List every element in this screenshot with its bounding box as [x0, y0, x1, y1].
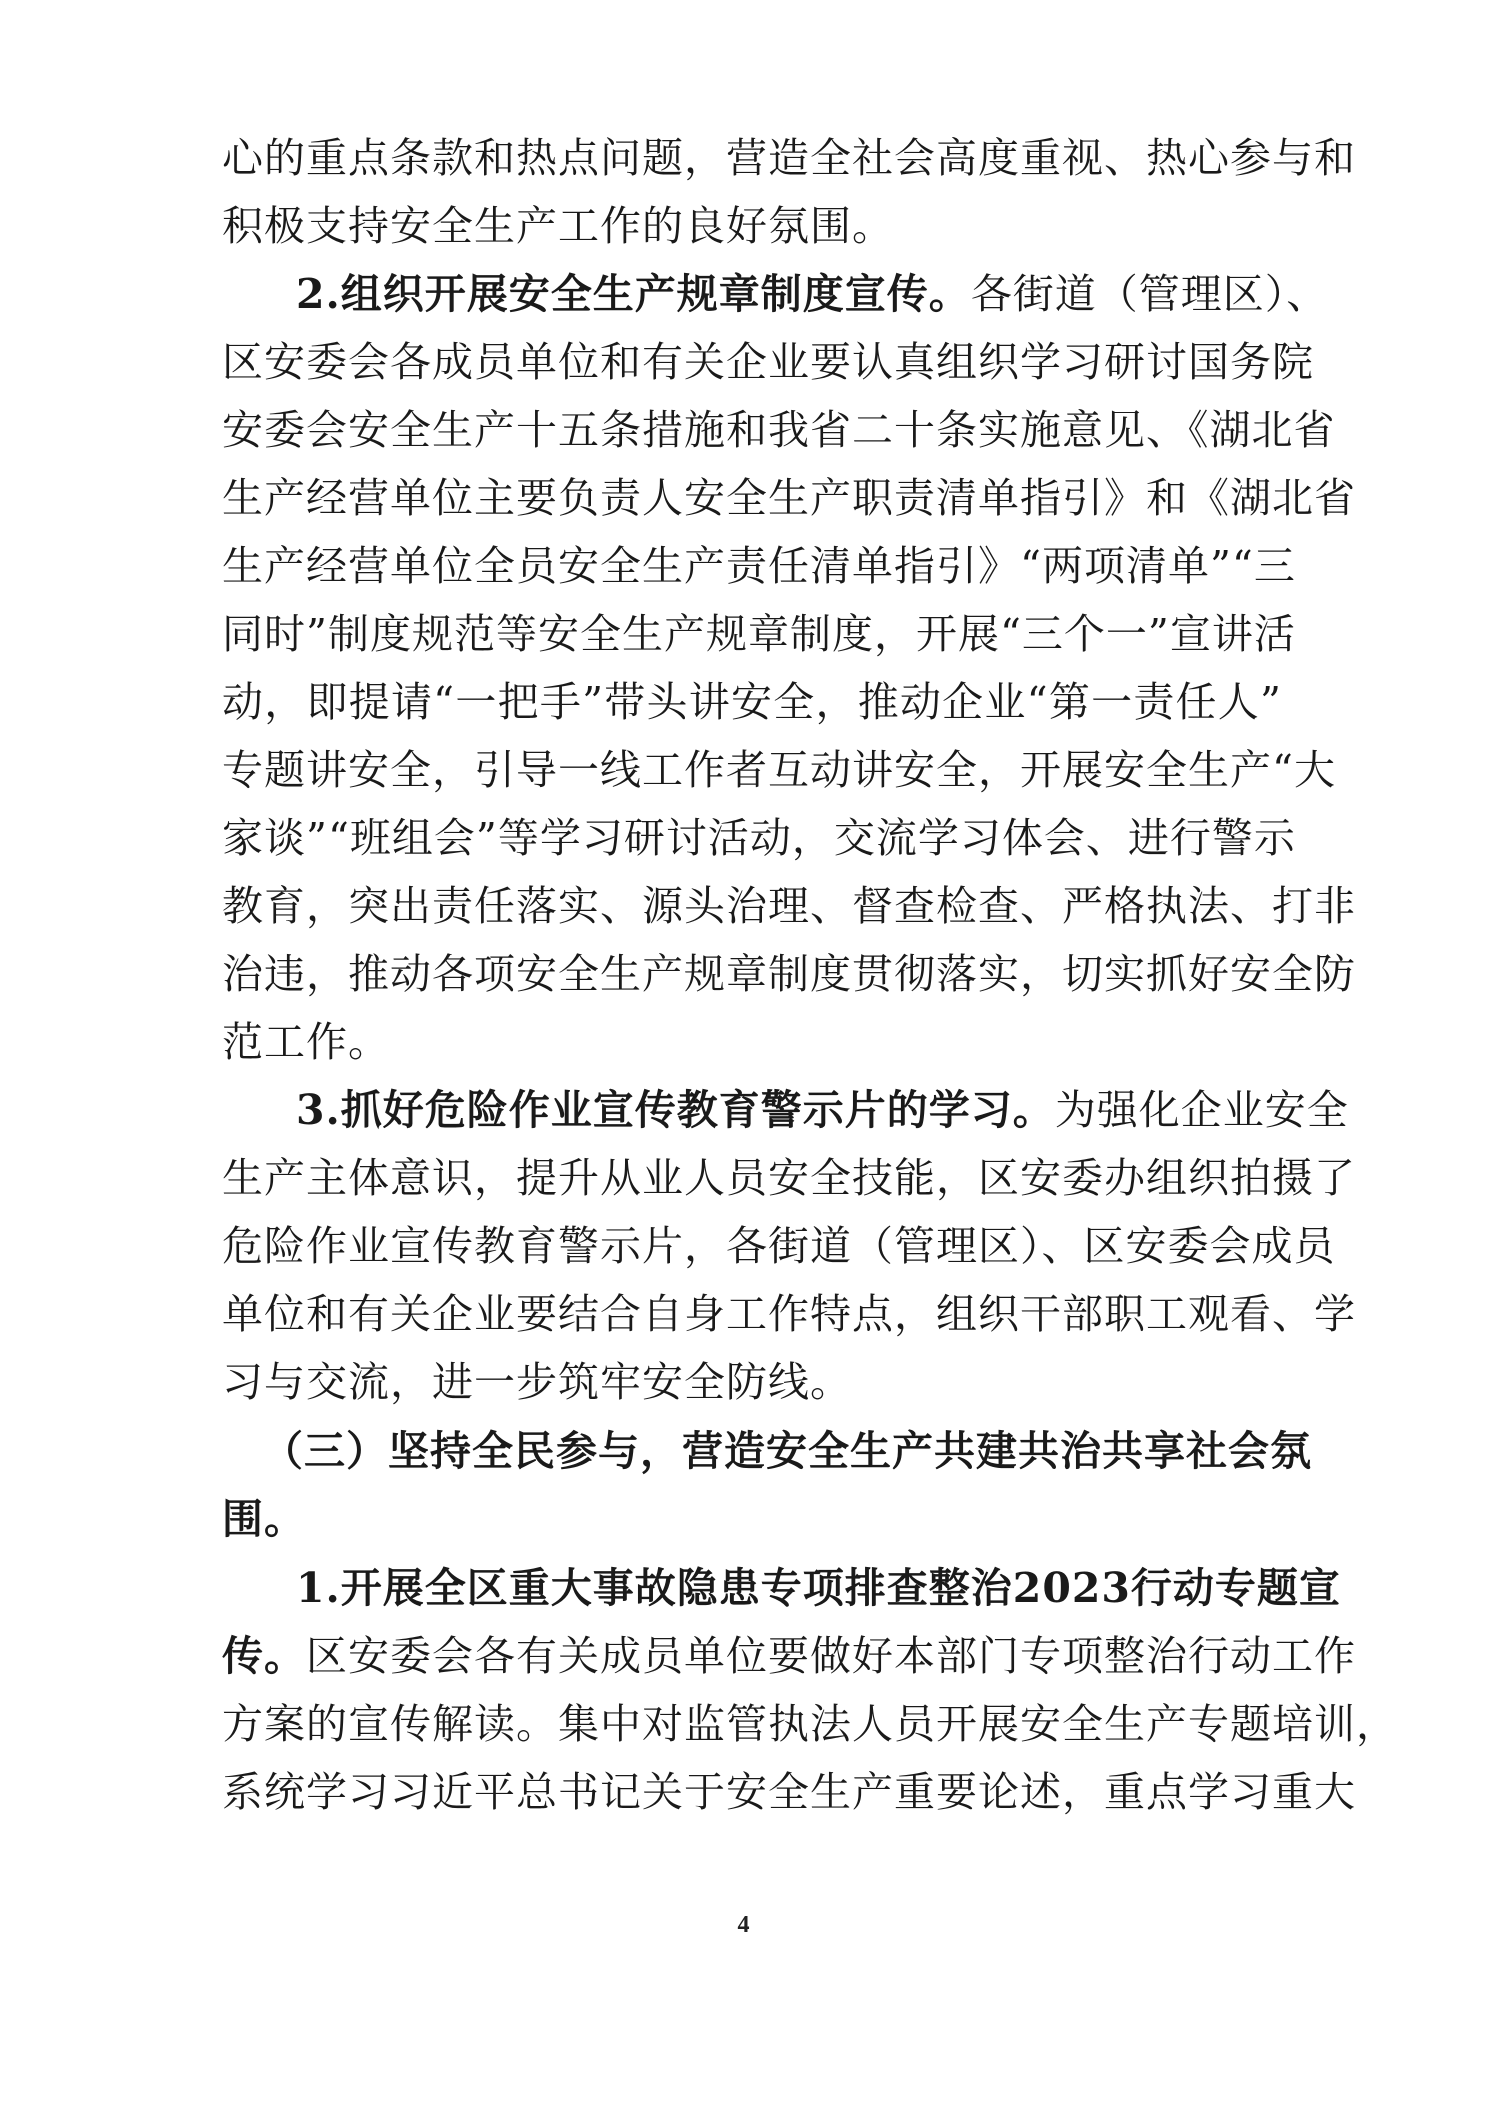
- body-text-line: 教育，突出责任落实、源头治理、督查检查、严格执法、打非: [222, 882, 1356, 930]
- paragraph-heading: 传。: [222, 1632, 306, 1680]
- body-text-line: 家谈”“班组会”等学习研讨活动，交流学习体会、进行警示: [222, 814, 1296, 862]
- paragraph-heading: 1.开展全区重大事故隐患专项排查整治2023行动专题宣: [296, 1564, 1341, 1612]
- body-text-line: 生产主体意识，提升从业人员安全技能，区安委办组织拍摄了: [222, 1154, 1356, 1202]
- paragraph-heading-line: [296, 1075, 1349, 1145]
- body-text-line: 系统学习习近平总书记关于安全生产重要论述，重点学习重大: [222, 1768, 1356, 1816]
- body-text-line: 动，即提请“一把手”带头讲安全，推动企业“第一责任人”: [222, 678, 1282, 726]
- paragraph-heading-line: [296, 259, 1329, 329]
- body-text: 区安委会各有关成员单位要做好本部门专项整治行动工作: [306, 1632, 1356, 1680]
- body-text-line: 安委会安全生产十五条措施和我省二十条实施意见、《湖北省: [222, 406, 1336, 454]
- paragraph-heading-line: [222, 1621, 1356, 1691]
- body-text-line: 心的重点条款和热点问题，营造全社会高度重视、热心参与和: [222, 134, 1356, 182]
- body-text-line: 治违，推动各项安全生产规章制度贯彻落实，切实抓好安全防: [222, 950, 1356, 998]
- body-text-line: 同时”制度规范等安全生产规章制度，开展“三个一”宣讲活: [222, 610, 1296, 658]
- paragraph-heading: 2.组织开展安全生产规章制度宣传。: [296, 270, 971, 318]
- body-text-line: 生产经营单位全员安全生产责任清单指引》“两项清单”“三: [222, 542, 1296, 590]
- body-text-line: 方案的宣传解读。集中对监管执法人员开展安全生产专题培训，: [222, 1700, 1398, 1748]
- body-text-line: 专题讲安全，引导一线工作者互动讲安全，开展安全生产“大: [222, 746, 1336, 794]
- body-text: 为强化企业安全: [1054, 1086, 1349, 1134]
- body-text-line: 习与交流，进一步筑牢安全防线。: [222, 1358, 852, 1406]
- body-text-line: 区安委会各成员单位和有关企业要认真组织学习研讨国务院: [222, 338, 1314, 386]
- body-text-line: 范工作。: [222, 1018, 390, 1066]
- body-text-line: 危险作业宣传教育警示片，各街道（管理区）、区安委会成员: [222, 1222, 1336, 1270]
- body-text: 各街道（管理区）、: [970, 270, 1329, 318]
- body-text-line: 生产经营单位主要负责人安全生产职责清单指引》和《湖北省: [222, 474, 1356, 522]
- page-number: 4: [737, 1912, 750, 1938]
- section-heading: （三）坚持全民参与，营造安全生产共建共治共享社会氛: [262, 1427, 1312, 1475]
- paragraph-heading: 3.抓好危险作业宣传教育警示片的学习。: [296, 1086, 1055, 1134]
- body-text-line: 积极支持安全生产工作的良好氛围。: [222, 202, 894, 250]
- body-text-line: 单位和有关企业要结合自身工作特点，组织干部职工观看、学: [222, 1290, 1356, 1338]
- section-heading: 围。: [222, 1495, 306, 1543]
